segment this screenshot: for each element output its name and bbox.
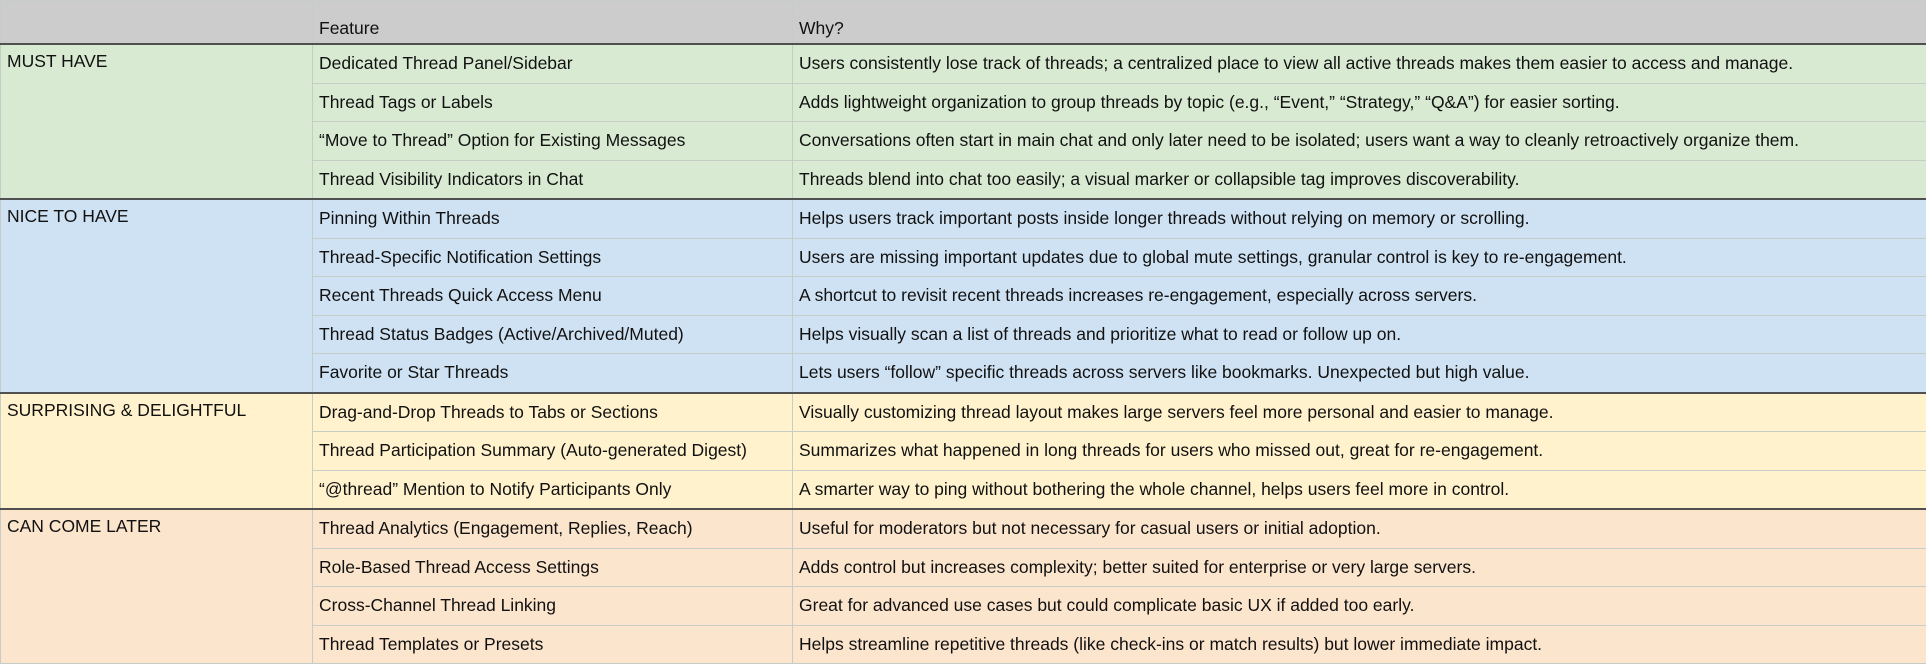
table-row: [1, 393, 1926, 432]
why-cell[interactable]: Users consistently lose track of threads; a centralized place to view all active threads makes them easier to access and manage.: [793, 44, 1926, 83]
table-row: [1, 199, 1926, 238]
feature-cell[interactable]: Thread Analytics (Engagement, Replies, Reach): [313, 509, 793, 548]
why-cell[interactable]: Great for advanced use cases but could complicate basic UX if added too early.: [793, 587, 1926, 626]
why-cell[interactable]: Helps visually scan a list of threads and prioritize what to read or follow up on.: [793, 315, 1926, 354]
feature-cell[interactable]: “Move to Thread” Option for Existing Messages: [313, 122, 793, 161]
feature-cell[interactable]: Thread Tags or Labels: [313, 83, 793, 122]
table-row: [1, 44, 1926, 83]
why-cell[interactable]: Helps streamline repetitive threads (like check-ins or match results) but lower immediate impact.: [793, 625, 1926, 664]
why-cell[interactable]: Users are missing important updates due to global mute settings, granular control is key to re-engagement.: [793, 238, 1926, 277]
feature-cell[interactable]: Thread Participation Summary (Auto-generated Digest): [313, 432, 793, 471]
why-cell[interactable]: Useful for moderators but not necessary for casual users or initial adoption.: [793, 509, 1926, 548]
feature-cell[interactable]: Thread Templates or Presets: [313, 625, 793, 664]
feature-cell[interactable]: Thread-Specific Notification Settings: [313, 238, 793, 277]
feature-cell[interactable]: Role-Based Thread Access Settings: [313, 548, 793, 587]
feature-cell[interactable]: Thread Visibility Indicators in Chat: [313, 160, 793, 199]
why-cell[interactable]: Adds control but increases complexity; better suited for enterprise or very large servers.: [793, 548, 1926, 587]
header-feature-cell[interactable]: Feature: [313, 1, 793, 45]
feature-cell[interactable]: “@thread” Mention to Notify Participants Only: [313, 470, 793, 509]
feature-cell[interactable]: Pinning Within Threads: [313, 199, 793, 238]
feature-cell[interactable]: Dedicated Thread Panel/Sidebar: [313, 44, 793, 83]
why-cell[interactable]: Visually customizing thread layout makes large servers feel more personal and easier to manage.: [793, 393, 1926, 432]
header-category-cell[interactable]: [1, 1, 313, 45]
feature-cell[interactable]: Thread Status Badges (Active/Archived/Muted): [313, 315, 793, 354]
why-cell[interactable]: Summarizes what happened in long threads for users who missed out, great for re-engagement.: [793, 432, 1926, 471]
header-why-cell[interactable]: Why?: [793, 1, 1926, 45]
why-cell[interactable]: A shortcut to revisit recent threads increases re-engagement, especially across servers.: [793, 277, 1926, 316]
feature-cell[interactable]: Cross-Channel Thread Linking: [313, 587, 793, 626]
why-cell[interactable]: Lets users “follow” specific threads across servers like bookmarks. Unexpected but high value.: [793, 354, 1926, 393]
why-cell[interactable]: Threads blend into chat too easily; a visual marker or collapsible tag improves discoverability.: [793, 160, 1926, 199]
why-cell[interactable]: Helps users track important posts inside longer threads without relying on memory or scrolling.: [793, 199, 1926, 238]
category-cell[interactable]: CAN COME LATER: [1, 509, 313, 664]
feature-cell[interactable]: Recent Threads Quick Access Menu: [313, 277, 793, 316]
header-row: [1, 1, 1926, 45]
why-cell[interactable]: A smarter way to ping without bothering the whole channel, helps users feel more in control.: [793, 470, 1926, 509]
why-cell[interactable]: Adds lightweight organization to group threads by topic (e.g., “Event,” “Strategy,” “Q&A”) for easier sorting.: [793, 83, 1926, 122]
table-body: [1, 44, 1926, 664]
category-cell[interactable]: SURPRISING & DELIGHTFUL: [1, 393, 313, 510]
table-row: [1, 509, 1926, 548]
feature-cell[interactable]: Favorite or Star Threads: [313, 354, 793, 393]
category-cell[interactable]: NICE TO HAVE: [1, 199, 313, 393]
feature-cell[interactable]: Drag-and-Drop Threads to Tabs or Sections: [313, 393, 793, 432]
category-cell[interactable]: MUST HAVE: [1, 44, 313, 199]
why-cell[interactable]: Conversations often start in main chat and only later need to be isolated; users want a way to cleanly retroactively organize them.: [793, 122, 1926, 161]
